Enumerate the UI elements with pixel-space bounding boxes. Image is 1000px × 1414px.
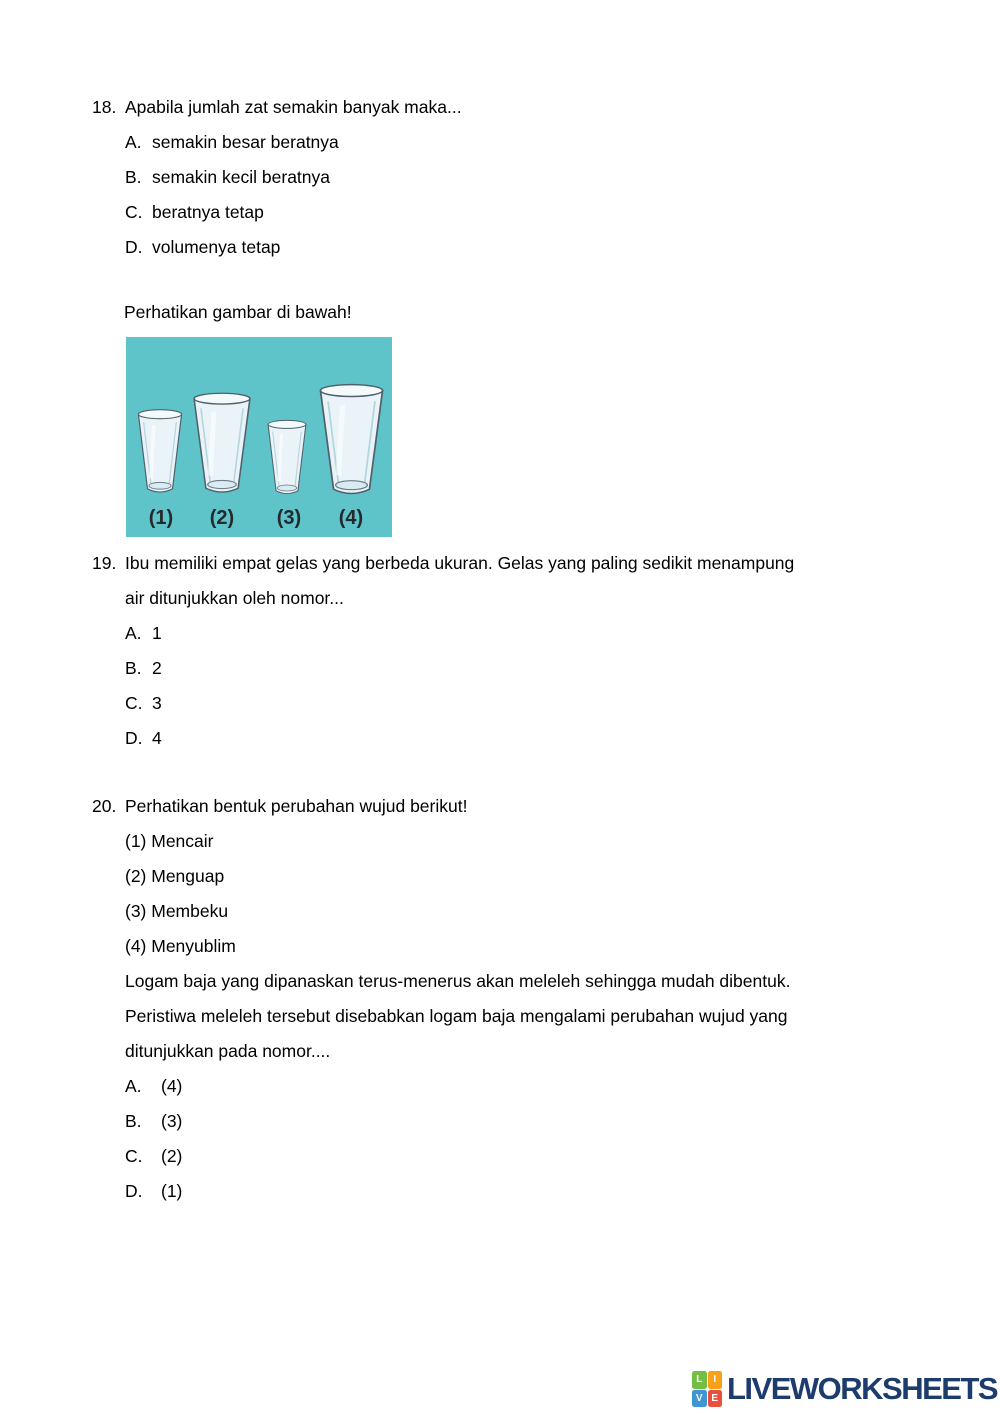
question-18-text: [92, 90, 932, 125]
option-text: volumenya tetap: [152, 237, 281, 257]
liveworksheets-wordmark: LIVEWORKSHEETS: [727, 1371, 998, 1406]
option-text: beratnya tetap: [152, 202, 264, 222]
option-text: (2): [161, 1146, 183, 1166]
option-19-a[interactable]: [125, 616, 932, 651]
option-letter: C.: [125, 1146, 143, 1166]
option-text: (1): [161, 1181, 183, 1201]
option-letter: D.: [125, 728, 143, 748]
question-text: Perhatikan bentuk perubahan wujud berikut!: [125, 796, 468, 816]
option-18-b[interactable]: [125, 160, 932, 195]
liveworksheets-grid-icon: [692, 1371, 722, 1407]
option-letter: B.: [125, 167, 142, 187]
option-text: semakin kecil beratnya: [152, 167, 330, 187]
question-number: 20.: [92, 796, 117, 816]
paragraph-line-2: Peristiwa meleleh tersebut disebabkan logam baja mengalami perubahan wujud yang: [125, 1006, 788, 1026]
glass-1: [138, 410, 181, 492]
question-text: Ibu memiliki empat gelas yang berbeda ukuran. Gelas yang paling sedikit menampung: [125, 553, 795, 573]
logo-cell-e: E: [708, 1390, 723, 1408]
option-18-a[interactable]: [125, 125, 932, 160]
option-text: 1: [152, 623, 162, 643]
glass-4: [320, 385, 382, 494]
list-item-3: (3) Membeku: [125, 901, 229, 921]
question-19: [92, 546, 932, 756]
option-19-d[interactable]: [125, 721, 932, 756]
glasses-figure: [126, 337, 392, 537]
logo-cell-v: V: [692, 1390, 707, 1408]
question-number: 18.: [92, 97, 117, 117]
logo-cell-l: L: [692, 1371, 707, 1389]
option-18-c[interactable]: [125, 195, 932, 230]
figure-caption: Perhatikan gambar di bawah!: [124, 302, 352, 322]
option-text: 3: [152, 693, 162, 713]
list-item-2: (2) Menguap: [125, 866, 225, 886]
glass-3: [268, 420, 306, 493]
option-letter: B.: [125, 1111, 142, 1131]
liveworksheets-logo[interactable]: [692, 1371, 997, 1407]
glass-2: [194, 393, 250, 492]
option-text: semakin besar beratnya: [152, 132, 339, 152]
option-text: 4: [152, 728, 162, 748]
question-19-text: [92, 546, 932, 581]
option-20-b[interactable]: [125, 1104, 932, 1139]
question-19-text-line-2: air ditunjukkan oleh nomor...: [125, 588, 344, 608]
paragraph-line-1: Logam baja yang dipanaskan terus-menerus akan meleleh sehingga mudah dibentuk.: [125, 971, 791, 991]
option-letter: B.: [125, 658, 142, 678]
option-19-b[interactable]: [125, 651, 932, 686]
option-18-d[interactable]: [125, 230, 932, 265]
option-text: (4): [161, 1076, 183, 1096]
option-letter: A.: [125, 132, 142, 152]
option-letter: D.: [125, 1181, 143, 1201]
logo-cell-i: I: [708, 1371, 723, 1389]
question-18: [92, 90, 932, 265]
option-text: (3): [161, 1111, 183, 1131]
glass-3-label: (3): [276, 507, 302, 529]
question-number: 19.: [92, 553, 117, 573]
option-letter: C.: [125, 202, 143, 222]
option-20-c[interactable]: [125, 1139, 932, 1174]
paragraph-line-3: ditunjukkan pada nomor....: [125, 1041, 331, 1061]
option-letter: C.: [125, 693, 143, 713]
option-20-d[interactable]: [125, 1174, 932, 1209]
question-20: [92, 789, 932, 1209]
question-20-text: [92, 789, 932, 824]
option-20-a[interactable]: [125, 1069, 932, 1104]
question-text: Apabila jumlah zat semakin banyak maka...: [125, 97, 462, 117]
option-19-c[interactable]: [125, 686, 932, 721]
option-text: 2: [152, 658, 162, 678]
option-letter: A.: [125, 1076, 142, 1096]
glass-4-label: (4): [338, 507, 364, 529]
option-letter: D.: [125, 237, 143, 257]
glass-2-label: (2): [209, 507, 235, 529]
option-letter: A.: [125, 623, 142, 643]
list-item-4: (4) Menyublim: [125, 936, 236, 956]
list-item-1: (1) Mencair: [125, 831, 214, 851]
glass-1-label: (1): [148, 507, 174, 529]
